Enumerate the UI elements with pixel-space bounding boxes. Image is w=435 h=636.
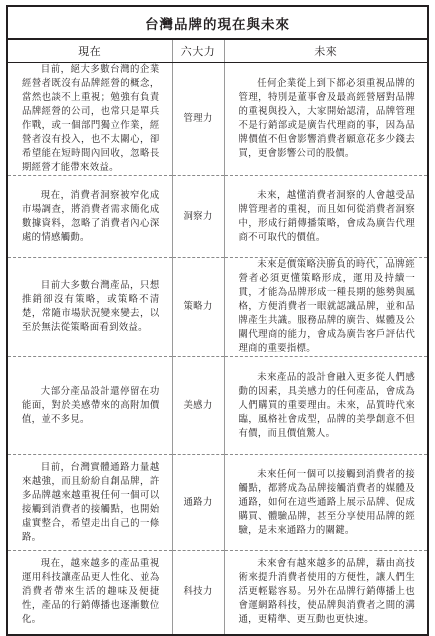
force-label: 策略力 [183,301,213,312]
force-label: 科技力 [183,586,213,598]
now-cell [7,551,172,635]
now-text: 目前，絕大多數台灣的企業經營者既沒有品牌經營的概念，當然也談不上重視；勉強有負責品牌經營的公司，也常只是單兵作戰，或一個部門獨立作業，經營者沒有投入，也不太關心，卻希望能在短時間內回收，忽略長期經營才能帶來效益。 [22,64,160,173]
future-cell [224,176,428,258]
now-text: 大部分產品設計還停留在功能面，對於美感帶來的高附加價值，並不多見。 [22,385,160,425]
table-row [7,455,428,551]
table-row [7,551,428,635]
force-cell [172,357,224,455]
force-label: 美感力 [183,399,213,411]
table-row [7,63,428,176]
now-cell [7,63,172,176]
now-cell [7,455,172,551]
future-text: 未來任何一個可以接觸到消費者的接觸點，都將成為品牌接觸消費者的媒體及通路，如何在這些通路上展示品牌、促成購買、體驗品牌，甚至分享使用品牌的經驗，是未來通路力的關鍵。 [238,468,415,536]
force-cell [172,455,224,551]
comparison-table [6,38,429,636]
table-header-row [7,39,428,63]
force-cell [172,176,224,258]
table-row [7,258,428,357]
future-text: 任何企業從上到下都必須重視品牌的管理，特別是董事會及最高經營層對品牌的重視與投入，大家開始認清，品牌管理不是行銷部或是廣告代理商的事，因為品牌價值不但會影響消費者願意花多少錢去買，更會影響公司的股價。 [238,78,415,159]
force-label: 洞察力 [183,210,213,222]
future-text: 未來，越懂消費者洞察的人會越受品牌管理者的重視，而且如何從消費者洞察中，形成行銷傳播策略，會成為廣告代理商不可取代的價值。 [238,189,415,243]
force-label: 管理力 [183,113,213,124]
future-text: 未來是價策略決勝負的時代，品牌經營者必須更懂策略形成，運用及持續一貫，才能為品牌形成一種長期的態勢與風格，方便消費者一眼就認識品牌，並和品牌產生共識。服務品牌的廣告、媒體及公關代理商的能力，會成為廣告客戶評估代理商的重要指標。 [238,259,415,354]
page-title: 台灣品牌的現在與未來 [145,16,290,33]
header-force: 六大力 [172,39,224,63]
future-text: 未來會有越來越多的品牌，藉由高技術來提升消費者使用的方便性，讓人們生活更輕鬆容易。另外在品牌行銷傳播上也會運網路科技，使品牌與消費者之間的溝通，更精準、更互動也更快速。 [238,558,415,626]
force-label: 通路力 [183,496,213,508]
table-row [7,176,428,258]
header-future: 未來 [224,39,428,63]
future-text: 未來產品的設計會融入更多從人們感動的因素，具美感力的任何產品，會成為人們購買的重要理由。未來，品質時代來臨，風格社會成型，品牌的美學創意不但有價，而且價值驚人。 [238,371,415,439]
now-text: 現在，消費者洞察被窄化成市場調查，將消費者需求簡化成數據資料，忽略了消費者內心深處的情感觸動。 [22,189,160,243]
now-text: 現在，越來越多的產品重視運用科技讓產品更人性化、並為消費者帶來生活的趣味及便捷性，產品的行銷傳播也逐漸數位化。 [22,558,160,626]
force-cell [172,63,224,176]
now-text: 目前大多數台灣產品，只想推銷卻沒有策略，或策略不清楚，常隨市場狀況變來變去，以至於無法從策略面看到效益。 [22,280,160,333]
header-now: 現在 [7,39,172,63]
title-bar [6,5,429,38]
force-cell [172,551,224,635]
future-cell [224,63,428,176]
now-cell [7,176,172,258]
future-cell [224,455,428,551]
now-cell [7,357,172,455]
future-cell [224,258,428,357]
force-cell [172,258,224,357]
now-text: 目前，台灣實體通路力量越來越強，而且紛紛自創品牌，許多品牌越來越重視任何一個可以接觸到消費者的接觸點，也開始虛實整合，希望走出自己的一條路。 [22,461,160,543]
future-cell [224,551,428,635]
table-row [7,357,428,455]
now-cell [7,258,172,357]
future-cell [224,357,428,455]
